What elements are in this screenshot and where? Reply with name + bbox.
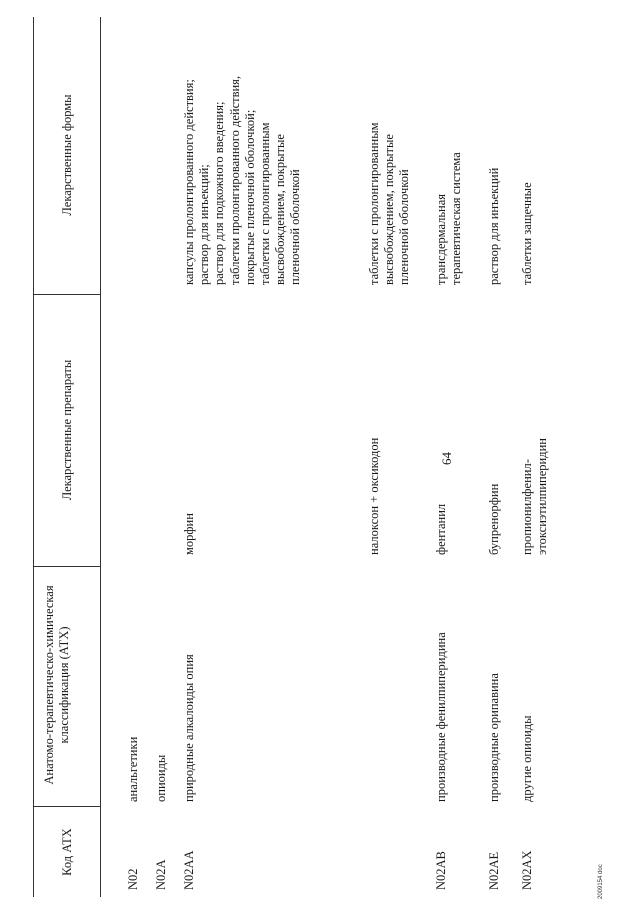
row-code: N02AX <box>520 850 534 890</box>
row-drug: морфин <box>182 513 196 555</box>
header-divider <box>33 566 100 567</box>
header-classification: Анатомо-терапевтическо-химическая классификация (АТХ) <box>42 585 71 785</box>
row-forms: капсулы пролонгированного действия; раствор для инъекций; раствор для подкожного введения; таблетки пролонгированного действия, покрытые пленочной оболочкой; таблетки с пролонгированным высвобождением, покрытые пленочной оболочкой <box>182 75 303 285</box>
row-forms: трансдермальная терапевтическая система <box>434 152 464 285</box>
header-drugs: Лекарственные препараты <box>60 359 74 501</box>
row-classification: опиоиды <box>154 754 168 802</box>
row-forms: таблетки с пролонгированным высвобождением, покрытые пленочной оболочкой <box>367 122 412 285</box>
row-code: N02AE <box>487 851 501 890</box>
header-divider <box>33 806 100 807</box>
row-classification: природные алкалоиды опия <box>182 654 196 802</box>
row-drug: бупренорфин <box>487 483 501 555</box>
row-classification: производные фенилпиперидина <box>434 632 448 802</box>
row-drug: пропионилфенил-этоксиэтилпиперидин <box>520 438 550 555</box>
row-classification: анальгетики <box>126 736 140 802</box>
row-classification: производные орипавина <box>487 673 501 802</box>
row-code: N02 <box>126 868 140 890</box>
row-code: N02A <box>154 859 168 890</box>
header-code: Код АТХ <box>60 828 74 876</box>
header-divider <box>33 294 100 295</box>
header-forms: Лекарственные формы <box>60 94 74 216</box>
header-bottom-rule <box>100 17 101 897</box>
row-drug: налоксон + оксикодон <box>367 437 381 555</box>
row-classification: другие опиоиды <box>520 715 534 802</box>
header-top-rule <box>33 17 34 897</box>
row-forms: раствор для инъекций <box>487 167 501 285</box>
row-code: N02AA <box>182 850 196 890</box>
document-footer: 2009154 doc <box>598 864 604 899</box>
row-code: N02AB <box>434 851 448 890</box>
page-number: 64 <box>439 452 454 465</box>
row-drug: фентанил <box>434 503 448 555</box>
row-forms: таблетки защечные <box>520 182 534 285</box>
